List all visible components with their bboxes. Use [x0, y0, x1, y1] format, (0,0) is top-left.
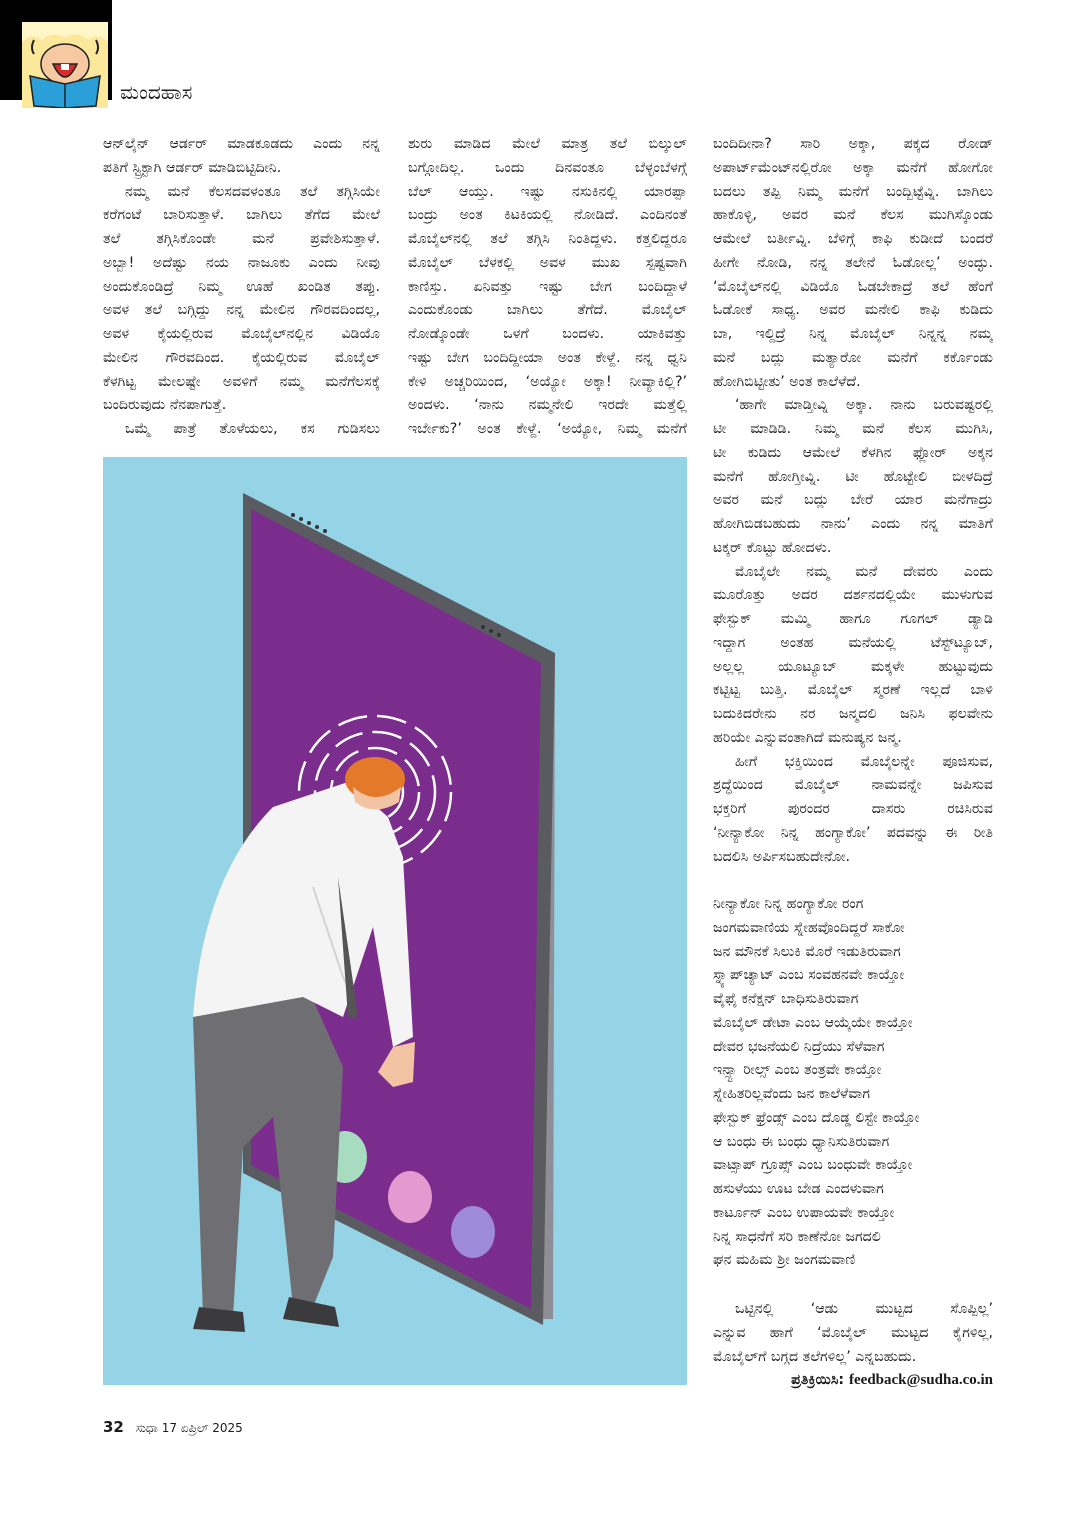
text-line: ‘ಹಾಗೇ ಮಾಡ್ತೀವ್ನಿ ಅಕ್ಕಾ. ನಾನು ಬರುವಷ್ಟರಲ್ಲಿ — [735, 397, 993, 414]
text-line: ಬದಲಿಸಿ ಅರ್ಪಿಸಬಹುದೇನೋ. — [713, 848, 851, 865]
text-column-1 — [103, 133, 380, 442]
text-line: ಕೇಳಿ ಅಚ್ಚರಿಯಿಂದ, ‘ಅಯ್ಯೋ ಅಕ್ಕಾ! ನೀವ್ಯಾಕಿಲ್ಲಿ?’ — [408, 373, 687, 390]
text-line: ಮೊಬೈಲ್ ಡೇಟಾ ಎಂಬ ಆಯ್ಕೆಯೇ ಕಾಯ್ತೋ — [713, 1014, 913, 1031]
text-line: ಕೆಳಗಿಟ್ಟ ಮೇಲಷ್ಟೇ ಅವಳಿಗೆ ನಮ್ಮ ಮನೆಗೆಲಸಕ್ಕೆ — [103, 373, 380, 390]
text-line: ಮೊಬೈಲ್‌ಗೆ ಬಗ್ಗದ ತಲೆಗಳಿಲ್ಲ’ ಎನ್ನಬಹುದು. — [713, 1348, 917, 1365]
text-line: ಆನ್‌ಲೈನ್ ಆರ್ಡರ್ ಮಾಡಕೂಡದು ಎಂದು ನನ್ನ — [103, 136, 380, 152]
text-line: ಎಂದುಕೊಂಡು ಬಾಗಿಲು ತೆಗೆದೆ. ಮೊಬೈಲ್ — [408, 302, 687, 319]
text-line: ಭಕ್ತರಿಗೆ ಪುರಂದರ ದಾಸರು ರಚಿಸಿರುವ — [713, 801, 993, 817]
text-line: ಕಾಣಿಸ್ತು. ಏನಿವತ್ತು ಇಷ್ಟು ಬೇಗ ಬಂದಿದ್ದಾಳೆ — [408, 278, 687, 295]
illustration-man-leaning-into-phone — [103, 457, 687, 1385]
text-line: ಅಂದಳು. ‘ನಾನು ನಮ್ಮನೇಲಿ ಇರದೇ ಮತ್ತೆಲ್ಲಿ — [408, 397, 687, 414]
text-line: ‘ಮೊಬೈಲ್‌ನಲ್ಲಿ ವಿಡಿಯೊ ಓಡಬೇಕಾದ್ರೆ ತಲೆ ಹೆಂಗೆ — [713, 278, 993, 295]
text-line: ನೀನ್ಯಾಕೋ ನಿನ್ನ ಹಂಗ್ಯಾಕೋ ರಂಗ — [713, 896, 864, 912]
text-line: ಇಷ್ಟು ಬೇಗ ಬಂದಿದ್ದೀಯಾ ಅಂತ ಕೇಳ್ದೆ. ನನ್ನ ಧ್ವನಿ — [408, 349, 687, 366]
text-line: ಹೋಗಿಬಿಡಬಹುದು ನಾನು’ ಎಂದು ನನ್ನ ಮಾತಿಗೆ — [713, 516, 993, 532]
text-line: ಒಟ್ಟಿನಲ್ಲಿ ‘ಆಡು ಮುಟ್ಟದ ಸೊಪ್ಪಿಲ್ಲ’ — [735, 1301, 993, 1317]
text-line: ಕಾರ್ಟೂನ್ ಎಂಬ ಉಪಾಯವೇ ಕಾಯ್ತೋ — [713, 1204, 895, 1221]
text-line: ಹಾಕೊಳ್ಳಿ, ಅವರ ಮನೆ ಕೆಲಸ ಮುಗಿಸ್ಕೊಂಡು — [713, 207, 993, 224]
text-line: ಮನೆ ಬದ್ಲು ಮತ್ಯಾರೋ ಮನೆಗೆ ಕರ್ಕೊಂಡು — [713, 349, 993, 366]
text-line: ಅವಳ ತಲೆ ಬಗ್ಗಿದ್ದು ನನ್ನ ಮೇಲಿನ ಗೌರವದಿಂದಲ್ಲ, — [103, 302, 380, 319]
text-line: ಹೋಗಿಬಿಟ್ಟೀತು’ ಅಂತ ಕಾಲೆಳೆದೆ. — [713, 373, 861, 390]
text-line: ಬಾ, ಇಲ್ದಿದ್ರೆ ನಿನ್ನ ಮೊಬೈಲ್ ನಿನ್ನನ್ನ ನಮ್ಮ — [713, 326, 993, 342]
text-line: ಬಂದ್ರು ಅಂತ ಕಿಟಕಿಯಲ್ಲಿ ನೋಡಿದೆ. ಎಂದಿನಂತೆ — [408, 207, 687, 224]
text-line: ಓಡೋಕೆ ಸಾಧ್ಯ. ಅವರ ಮನೇಲಿ ಕಾಫಿ ಕುಡಿದು — [713, 302, 993, 319]
text-line: ಅವಳ ಕೈಯಲ್ಲಿರುವ ಮೊಬೈಲ್‌ನಲ್ಲಿನ ವಿಡಿಯೊ — [103, 326, 380, 342]
text-line: ಇರ್ಬೇಕು?’ ಅಂತ ಕೇಳ್ದೆ. ‘ಅಯ್ಯೋ, ನಿಮ್ಮ ಮನೆಗೆ — [408, 421, 687, 437]
feedback-line — [713, 1369, 993, 1393]
text-line: ಮೊಬೈಲೇ ನಮ್ಮ ಮನೆ ದೇವರು ಎಂದು — [735, 563, 993, 580]
text-line: ಅಂದುಕೊಂಡಿದ್ರೆ ನಿಮ್ಮ ಊಹೆ ಖಂಡಿತ ತಪ್ಪು. — [103, 278, 380, 295]
text-line: ಟೀ ಕುಡಿದು ಆಮೇಲೆ ಕೆಳಗಿನ ಫ್ಲೋರ್ ಅಕ್ಕನ — [713, 444, 993, 461]
text-line: ಬಗ್ಗೋದಿಲ್ಲ. ಒಂದು ದಿನವಂತೂ ಬೆಳ್ಳಂಬೆಳಗ್ಗೆ — [408, 159, 687, 176]
text-line: ನೋಡ್ಕೊಂಡೇ ಒಳಗೆ ಬಂದಳು. ಯಾಕಿವತ್ತು — [408, 326, 687, 342]
text-line: ಶುರು ಮಾಡಿದ ಮೇಲೆ ಮಾತ್ರ ತಲೆ ಬಿಲ್ಕುಲ್ — [408, 136, 687, 152]
text-line: ನಿನ್ನ ಸಾಧನೆಗೆ ಸರಿ ಕಾಣೆನೋ ಜಗದಲಿ — [713, 1228, 881, 1245]
text-line: ಜಂಗಮವಾಣಿಯ ಸ್ನೇಹವೊಂದಿದ್ದರೆ ಸಾಕೋ — [713, 919, 905, 936]
feedback-label: ಪ್ರತಿಕ್ರಿಯಿಸಿ: — [791, 1372, 845, 1388]
text-line: ಬದಲು ತಪ್ಪಿ ನಿಮ್ಮ ಮನೆಗೆ ಬಂದ್ಬಿಟ್ಟೆವ್ನಿ. ಬಾಗಿಲು — [713, 183, 993, 200]
text-line: ಫೇಸ್ಬುಕ್ ಮಮ್ಮಿ ಹಾಗೂ ಗೂಗಲ್ ಡ್ಯಾಡಿ — [713, 611, 993, 627]
screen-dot-pink — [388, 1171, 432, 1223]
text-line: ಫೇಸ್ಬುಕ್ ಫ್ರೆಂಡ್ಸ್ ಎಂಬ ದೊಡ್ಡ ಲಿಸ್ಟೇ ಕಾಯ್ತೋ — [713, 1109, 920, 1126]
text-line: ಕಟ್ಟಿಟ್ಟ ಬುತ್ತಿ. ಮೊಬೈಲ್ ಸ್ಮರಣೆ ಇಲ್ಲದೆ ಬಾಳಿ — [713, 682, 993, 699]
text-line: ಇನ್ಸ್ಟಾ ರೀಲ್ಸ್ ಎಂಬ ತಂತ್ರವೇ ಕಾಯ್ತೋ — [713, 1062, 882, 1079]
text-line: ಆಮೇಲೆ ಬರ್ತೀವ್ನಿ. ಬೆಳಿಗ್ಗೆ ಕಾಫಿ ಕುಡೀದೆ ಬಂದರೆ — [713, 231, 993, 247]
text-line: ವೈಫೈ ಕನೆಕ್ಷನ್ ಬಾಧಿಸುತಿರುವಾಗ — [713, 991, 859, 1007]
feedback-email[interactable]: feedback@sudha.co.in — [849, 1372, 993, 1388]
text-line: ಅವರ ಮನೆ ಬದ್ಲು ಬೇರೆ ಯಾರ ಮನೆಗಾದ್ರು — [713, 492, 993, 509]
text-line: ಒಮ್ಮೆ ಪಾತ್ರೆ ತೊಳೆಯಲು, ಕಸ ಗುಡಿಸಲು — [125, 421, 380, 437]
text-line: ಅಲ್ಲಲ್ಲ ಯೂಟ್ಯೂಬ್ ಮಕ್ಕಳೇ ಹುಟ್ಟುವುದು — [713, 658, 993, 675]
text-line: ಮೊಬೈಲ್‌ನಲ್ಲಿ ತಲೆ ತಗ್ಗಿಸಿ ನಿಂತಿದ್ದಳು. ಕತ್ತಲಿದ್ದರೂ — [408, 231, 687, 247]
screen-dot-lavender — [451, 1206, 495, 1258]
text-line: ಹೀಗೆ ಭಕ್ತಿಯಿಂದ ಮೊಬೈಲನ್ನೇ ಪೂಜಿಸುವ, — [735, 753, 993, 770]
section-title: ಮಂದಹಾಸ — [120, 80, 193, 104]
text-line: ಪತಿಗೆ ಸ್ಟ್ರಿಕ್ಟಾಗಿ ಆರ್ಡರ್ ಮಾಡಿಬಿಟ್ಟಿದೀನಿ. — [103, 159, 282, 176]
text-line: ಆ ಬಂಧು ಈ ಬಂಧು ಧ್ಯಾನಿಸುತಿರುವಾಗ — [713, 1133, 890, 1150]
text-line: ಜನ ಮೌನಕೆ ಸಿಲುಕಿ ಮೊರೆ ಇಡುತಿರುವಾಗ — [713, 943, 901, 960]
page-number: 32 — [103, 1418, 124, 1436]
text-line: ಸ್ನ್ಯಾಪ್‌ಚ್ಯಾಟ್ ಎಂಬ ಸಂವಹನವೇ ಕಾಯ್ತೋ — [713, 967, 905, 984]
text-line: ಟೀ ಮಾಡಿಡಿ. ನಿಮ್ಮ ಮನೆ ಕೆಲಸ ಮುಗಿಸಿ, — [713, 421, 993, 437]
text-line: ನಮ್ಮ ಮನೆ ಕೆಲಸದವಳಂತೂ ತಲೆ ತಗ್ಗಿಸಿಯೇ — [125, 183, 380, 200]
laughing-reader-logo — [22, 22, 108, 108]
text-line: ಬದುಕಿದರೇನು ನರ ಜನ್ಮದಲಿ ಜನಿಸಿ ಫಲವೇನು — [713, 706, 993, 722]
text-line: ಇದ್ದಾಗ ಅಂತಹ ಮನೆಯಲ್ಲಿ ಟೆಸ್ಟ್‌ಟ್ಯೂಬ್, — [713, 634, 993, 651]
text-line: ಕರೆಗಂಟೆ ಬಾರಿಸುತ್ತಾಳೆ. ಬಾಗಿಲು ತೆಗೆದ ಮೇಲೆ — [103, 207, 380, 224]
text-column-2 — [408, 133, 687, 442]
text-line: ಶ್ರದ್ಧೆಯಿಂದ ಮೊಬೈಲ್ ನಾಮವನ್ನೇ ಜಪಿಸುವ — [713, 777, 993, 794]
text-line: ಹೀಗೇ ನೋಡಿ, ನನ್ನ ತಲೇನೆ ಓಡೋಲ್ಲ’ ಅಂದ್ಳು. — [713, 254, 993, 271]
text-line: ವಾಟ್ಸಾಪ್ ಗ್ರೂಪ್ಸ್ ಎಂಬ ಬಂಧುವೇ ಕಾಯ್ತೋ — [713, 1157, 913, 1174]
page-footer — [103, 1418, 243, 1436]
text-line: ಹಸುಳೆಯು ಊಟ ಬೇಡ ಎಂದಳುವಾಗ — [713, 1181, 884, 1197]
text-line: ಅಬ್ಬಾ! ಅದೆಷ್ಟು ನಯ ನಾಜೂಕು ಎಂದು ನೀವು — [103, 254, 380, 271]
text-line: ಅಪಾರ್ಟ್‌ಮೆಂಟ್‌ನಲ್ಲಿರೋ ಅಕ್ಕಾ ಮನೆಗೆ ಹೋಗೋ — [713, 159, 993, 176]
text-line: ಸ್ನೇಹಿತರಿಲ್ಲವೆಂದು ಜನ ಕಾಲೆಳೆವಾಗ — [713, 1086, 871, 1102]
poem — [713, 893, 993, 1273]
text-line: ಹರಿಯೇ ಎನ್ನುವಂತಾಗಿದೆ ಮನುಷ್ಯನ ಜನ್ಮ. — [713, 729, 902, 746]
text-line: ‘ನೀನ್ಯಾಕೋ ನಿನ್ನ ಹಂಗ್ಯಾಕೋ’ ಪದವನ್ನು ಈ ರೀತಿ — [713, 824, 993, 841]
closing-paragraph — [713, 1298, 993, 1369]
issue-date: 17 ಏಪ್ರಿಲ್ 2025 — [161, 1421, 243, 1435]
text-line: ತಲೆ ತಗ್ಗಿಸಿಕೊಂಡೇ ಮನೆ ಪ್ರವೇಶಿಸುತ್ತಾಳೆ. — [103, 231, 380, 247]
text-column-3 — [713, 133, 993, 869]
text-line: ಬಂದಿದೀನಾ? ಸಾರಿ ಅಕ್ಕಾ, ಪಕ್ಕದ ರೋಡ್ — [713, 136, 993, 152]
magazine-name: ಸುಧಾ — [135, 1421, 158, 1435]
text-line: ಮನೆಗೆ ಹೋಗ್ತೀವ್ನಿ. ಟೀ ಹೊಟ್ಟೇಲಿ ಬೀಳದಿದ್ರೆ — [713, 468, 993, 485]
text-line: ಮೂರೊತ್ತು ಅದರ ದರ್ಶನದಲ್ಲಿಯೇ ಮುಳುಗುವ — [713, 587, 993, 604]
text-line: ಬೆಲ್ ಆಯ್ತು. ಇಷ್ಟು ನಸುಕಿನಲ್ಲಿ ಯಾರಪ್ಪಾ — [408, 183, 687, 200]
text-line: ಬಂದಿರುವುದು ನೆನಪಾಗುತ್ತೆ. — [103, 397, 227, 414]
text-line: ಮೇಲಿನ ಗೌರವದಿಂದ. ಕೈಯಲ್ಲಿರುವ ಮೊಬೈಲ್ — [103, 349, 380, 366]
text-line: ದೇವರ ಭಜನೆಯಲಿ ನಿದ್ರೆಯು ಸೆಳೆವಾಗ — [713, 1038, 885, 1055]
text-line: ಮೊಬೈಲ್ ಬೆಳಕಲ್ಲಿ ಅವಳ ಮುಖ ಸ್ಪಷ್ಟವಾಗಿ — [408, 254, 687, 271]
text-line: ಟಕ್ಕರ್ ಕೊಟ್ಟು ಹೋದಳು. — [713, 539, 832, 556]
text-line: ಘನ ಮಹಿಮ ಶ್ರೀ ಜಂಗಮವಾಣಿ — [713, 1252, 856, 1269]
text-line: ಎನ್ನುವ ಹಾಗೆ ‘ಮೊಬೈಲ್ ಮುಟ್ಟದ ಕೈಗಳಿಲ್ಲ, — [713, 1324, 993, 1341]
